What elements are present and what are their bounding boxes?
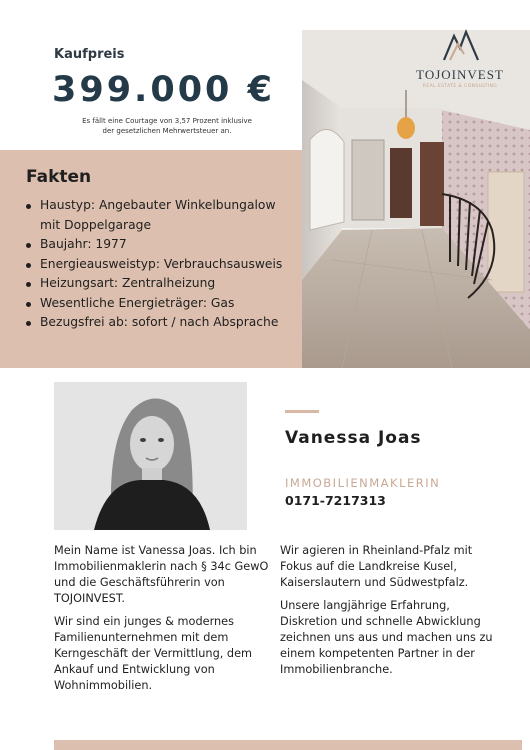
accent-divider (285, 410, 319, 413)
logo-name: TOJOINVEST (416, 67, 504, 82)
region-paragraph: Wir agieren in Rheinland-Pfalz mit Fokus auf die Landkreise Kusel, Kaiserslautern und Südwestpfalz. (280, 544, 473, 589)
fact-item: Heizungsart: Zentralheizung (24, 274, 294, 294)
agent-phone[interactable]: 0171-7217313 (285, 493, 386, 508)
facts-title: Fakten (26, 167, 92, 187)
agent-name: Vanessa Joas (285, 428, 422, 448)
fact-item: Wesentliche Energieträger: Gas (24, 294, 294, 314)
company-paragraph: Wir sind ein junges & modernes Familienunternehmen mit dem Kerngeschäft der Vermittlung, dem Ankauf und Entwicklung von Wohnimmobilien. (54, 615, 253, 692)
agent-portrait (54, 382, 247, 530)
logo-mark-icon (408, 24, 512, 68)
fact-item: Baujahr: 1977 (24, 235, 294, 255)
commission-note (52, 116, 282, 136)
fact-item: Bezugsfrei ab: sofort / nach Absprache (24, 313, 294, 333)
price-label: Kaufpreis (54, 47, 125, 62)
fact-item: Haustyp: Angebauter Winkelbungalow mit Doppelgarage (24, 196, 294, 235)
agent-title: IMMOBILIENMAKLERIN (285, 476, 441, 490)
commission-note-line-2: der gesetzlichen Mehrwertsteuer an. (102, 127, 232, 135)
price-amount: 399.000 € (52, 70, 275, 110)
logo-tagline: REAL ESTATE & CONSULTING (422, 84, 498, 89)
fact-item: Energieausweistyp: Verbrauchsausweis (24, 255, 294, 275)
bottom-accent-bar (54, 740, 522, 750)
commission-note-line-1: Es fällt eine Courtage von 3,57 Prozent inklusive (82, 117, 252, 125)
facts-list (24, 196, 294, 333)
experience-paragraph: Unsere langjährige Erfahrung, Diskretion und schnelle Abwicklung zeichnen uns aus und machen uns zu einem kompetenten Partner in der Immobilienbranche. (280, 599, 493, 676)
intro-paragraph: Mein Name ist Vanessa Joas. Ich bin Immobilienmaklerin nach § 34c GewO und die Geschäftsführerin von TOJOINVEST. (54, 544, 269, 605)
tojoinvest-logo (408, 24, 512, 104)
